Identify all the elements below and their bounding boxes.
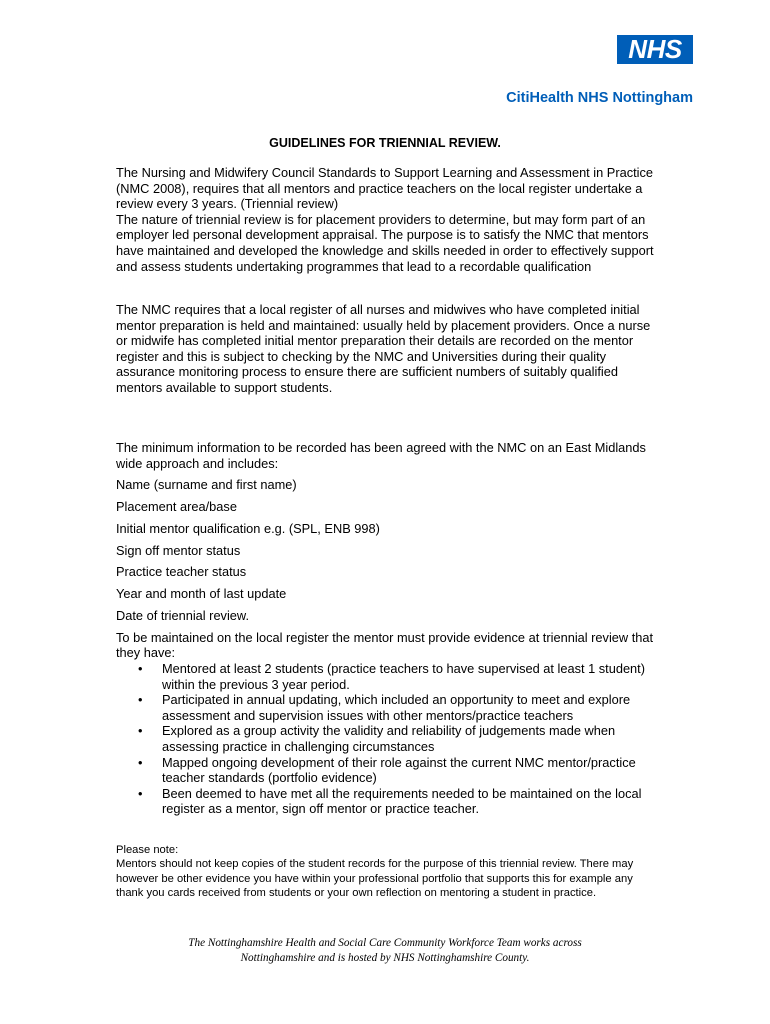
list-item: Year and month of last update — [116, 586, 287, 602]
intro-section — [116, 165, 661, 274]
evidence-item: • Participated in annual updating, which included an opportunity to meet and explore assessment and supervision issues with other mentors/practice teachers — [138, 692, 631, 723]
register-paragraph: The NMC requires that a local register of all nurses and midwives who have completed initial mentor preparation is held and maintained: usually held by placement providers. Once a nurse or midwife has completed initial mentor preparation their details are recorded on the mentor register and this is subject to checking by the NMC and Universities during their quality assurance monitoring process to ensure there are sufficient numbers of suitably qualified mentors available to support students. — [116, 302, 651, 395]
minimum-info-list — [116, 477, 661, 630]
list-item: Placement area/base — [116, 498, 237, 514]
evidence-intro: To be maintained on the local register the mentor must provide evidence at triennial review that they have: — [116, 629, 654, 661]
list-item: Date of triennial review. — [116, 607, 250, 623]
bullet-icon: • — [138, 692, 143, 708]
list-item: Sign off mentor status — [116, 542, 241, 558]
note-section — [116, 843, 656, 900]
list-item: Practice teacher status — [116, 564, 247, 580]
bullet-icon: • — [138, 723, 143, 739]
minimum-info-intro: The minimum information to be recorded has been agreed with the NMC on an East Midlands wide approach and includes: — [116, 440, 646, 471]
document-title: GUIDELINES FOR TRIENNIAL REVIEW. — [269, 136, 501, 150]
evidence-item: • Mapped ongoing development of their role against the current NMC mentor/practice teacher standards (portfolio evidence) — [138, 754, 636, 786]
footer-line-2: Nottinghamshire and is hosted by NHS Nottinghamshire County. — [240, 952, 530, 964]
minimum-info-section — [116, 440, 661, 817]
org-name: CitiHealth NHS Nottingham — [506, 90, 693, 106]
evidence-list — [116, 661, 661, 817]
bullet-icon: • — [138, 785, 143, 801]
register-section — [116, 302, 661, 396]
evidence-item: • Mentored at least 2 students (practice teachers to have supervised at least 1 student) within the previous 3 year period. — [138, 660, 645, 692]
bullet-icon: • — [138, 660, 143, 676]
intro-paragraph-1: The Nursing and Midwifery Council Standards to Support Learning and Assessment in Practice (NMC 2008), requires that all mentors and practice teachers on the local register undertake a review every 3 years. (Triennial review) — [116, 165, 654, 212]
footer — [0, 936, 770, 966]
evidence-item: • Explored as a group activity the validity and reliability of judgements made when assessing practice in challenging circumstances — [138, 723, 616, 754]
evidence-item: • Been deemed to have met all the requirements needed to be maintained on the local register as a mentor, sign off mentor or practice teacher. — [138, 785, 642, 817]
nhs-logo: NHS — [617, 35, 693, 64]
bullet-icon: • — [138, 754, 143, 770]
list-item: Name (surname and first name) — [116, 477, 297, 493]
intro-paragraph-2: The nature of triennial review is for placement providers to determine, but may form part of an employer led personal development appraisal. The purpose is to satisfy the NMC that mentors have maintained and developed the knowledge and skills needed in order to effectively support and assess students undertaking programmes that lead to a recordable qualification — [116, 211, 654, 274]
footer-line-1: The Nottinghamshire Health and Social Care Community Workforce Team works across — [188, 937, 582, 949]
note-label: Please note: — [116, 844, 179, 856]
list-item: Initial mentor qualification e.g. (SPL, ENB 998) — [116, 520, 380, 536]
note-text: Mentors should not keep copies of the student records for the purpose of this triennial review. There may however be other evidence you have within your professional portfolio that supports this for example any thank you cards received from students or your own reflection on mentoring a student in practice. — [116, 858, 634, 899]
